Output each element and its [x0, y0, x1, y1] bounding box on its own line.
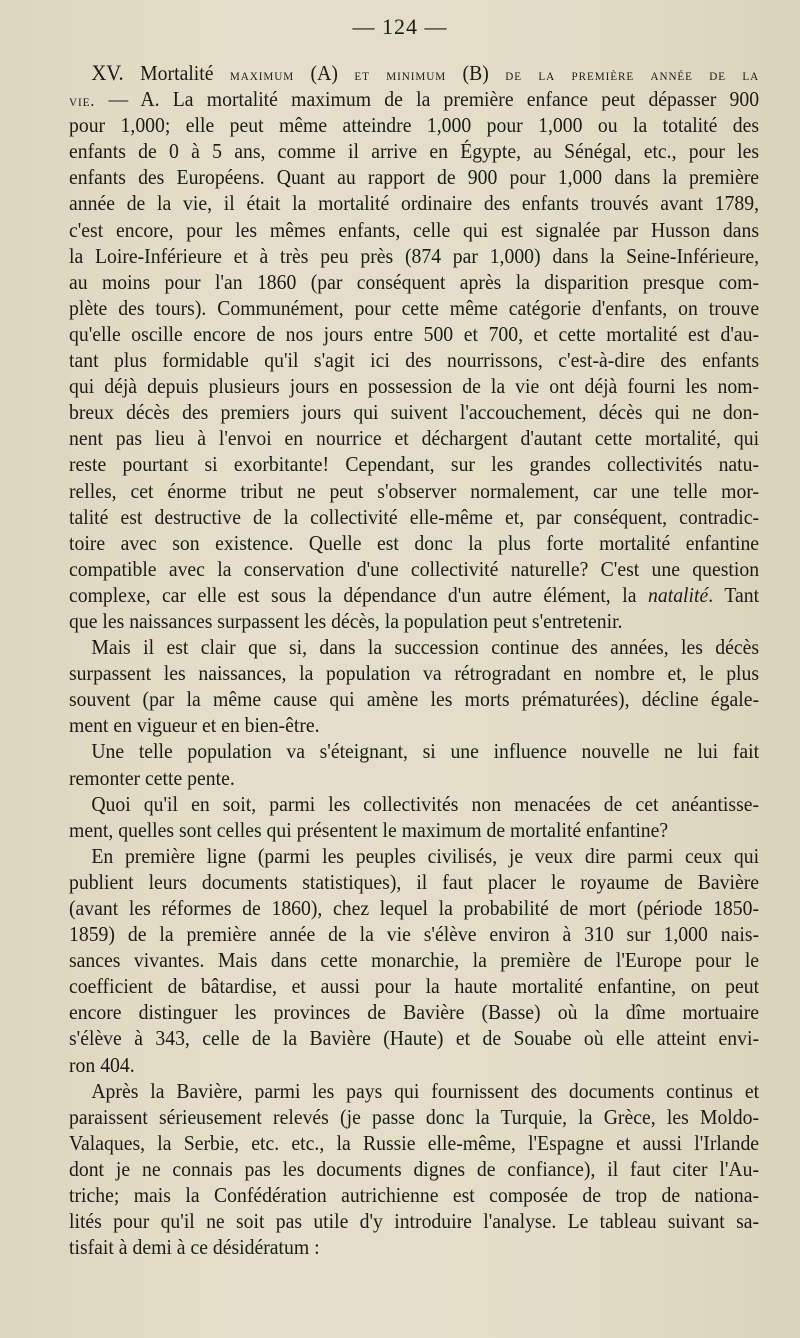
paragraph-line: lités pour qu'il ne soit pas utile d'y introduire l'analyse. Le tableau suivant sa-: [69, 1209, 760, 1234]
paragraph-line: au moins pour l'an 1860 (par conséquent après la disparition presque com-: [69, 269, 760, 294]
paragraph-line: plète des tours). Communément, pour cette même catégorie d'enfants, on trouve: [69, 295, 760, 320]
italic-term-natalite: natalité: [648, 582, 709, 607]
paragraph-line: sances vivantes. Mais dans cette monarchie, la première de l'Europe pour le: [69, 948, 760, 973]
paragraph-line: surpassent les naissances, la population va rétrogradant en nombre et, le plus: [69, 661, 760, 686]
paragraph-line: s'élève à 343, celle de la Bavière (Haute) et de Souabe où elle atteint envi-: [69, 1026, 760, 1051]
paragraph-line: 1859) de la première année de la vie s'élève environ à 310 sur 1,000 nais-: [69, 922, 760, 947]
paragraph-line: remonter cette pente.: [69, 765, 235, 790]
paragraph-line: triche; mais la Confédération autrichienne est composée de trop de nationa-: [69, 1183, 760, 1208]
paragraph-line: publient leurs documents statistiques), il faut placer le royaume de Bavière: [69, 869, 760, 894]
body-text: [69, 60, 759, 1260]
paragraph-line: talité est destructive de la collectivité elle-même et, par conséquent, contradic-: [69, 504, 760, 529]
paragraph-line: Après la Bavière, parmi les pays qui fournissent des documents continus et: [91, 1078, 760, 1103]
paragraph-line: année de la vie, il était la mortalité ordinaire des enfants trouvés avant 1789,: [69, 191, 760, 216]
paragraph-line: que les naissances surpassent les décès, la population peut s'entretenir.: [69, 608, 623, 633]
paragraph-line: ment en vigueur et en bien-être.: [69, 713, 320, 738]
paragraph-line: dont je ne connais pas les documents dignes de confiance), il faut citer l'Au-: [69, 1156, 760, 1181]
paragraph-line: souvent (par la même cause qui amène les morts prématurées), décline égale-: [69, 687, 760, 712]
paragraph-line: enfants des Européens. Quant au rapport de 900 pour 1,000 dans la première: [69, 165, 760, 190]
paragraph-line: toire avec son existence. Quelle est donc la plus forte mortalité enfantine: [69, 530, 760, 555]
paragraph-line: Valaques, la Serbie, etc. etc., la Russie elle-même, l'Espagne et aussi l'Irlande: [69, 1130, 760, 1155]
paragraph-line: Mais il est clair que si, dans la succession continue des années, les décès: [91, 635, 760, 660]
paragraph-line: Une telle population va s'éteignant, si une influence nouvelle ne lui fait: [91, 739, 760, 764]
paragraph-line: Quoi qu'il en soit, parmi les collectivités non menacées de cet anéantisse-: [91, 791, 760, 816]
paragraph-line: c'est encore, pour les mêmes enfants, celle qui est signalée par Husson dans: [69, 217, 760, 242]
paragraph-line: complexe, car elle est sous la dépendance d'un autre élément, la natalité. Tant: [69, 582, 760, 607]
paragraph-line: reste pourtant si exorbitante! Cependant, sur les grandes collectivités natu-: [69, 452, 760, 477]
paragraph-line: ment, quelles sont celles qui présentent le maximum de mortalité enfantine?: [69, 817, 669, 842]
paragraph-line: nent pas lieu à l'envoi en nourrice et déchargent d'autant cette mortalité, qui: [69, 426, 760, 451]
paragraph-line: (avant les réformes de 1860), chez lequel la probabilité de mort (période 1850-: [69, 896, 760, 920]
paragraph-line: qu'elle oscille encore de nos jours entre 500 et 700, et cette mortalité est d'au-: [69, 321, 760, 346]
section-heading: XV. Mortalité maximum (A) et minimum (B) de la première année de la: [91, 60, 760, 85]
paragraph-line: relles, cet énorme tribut ne peut s'observer normalement, car une telle mor-: [69, 478, 760, 503]
page-number: — 124 —: [352, 14, 448, 39]
paragraph-line: ron 404.: [69, 1052, 135, 1077]
paragraph-line: vie. — A. La mortalité maximum de la première enfance peut dépasser 900: [69, 87, 760, 112]
paragraph-line: paraissent sérieusement relevés (je passe donc la Turquie, la Grèce, les Moldo-: [69, 1104, 760, 1129]
paragraph-line: tant plus formidable qu'il s'agit ici des nourrissons, c'est-à-dire des enfants: [69, 348, 760, 373]
paragraph-line: pour 1,000; elle peut même atteindre 1,000 pour 1,000 ou la totalité des: [69, 113, 760, 138]
paragraph-line: enfants de 0 à 5 ans, comme il arrive en Égypte, au Sénégal, etc., pour les: [69, 139, 760, 164]
paragraph-line: En première ligne (parmi les peuples civilisés, je veux dire parmi ceux qui: [91, 843, 760, 868]
paragraph-line: compatible avec la conservation d'une collectivité naturelle? C'est une question: [69, 556, 760, 581]
paragraph-line: qui déjà depuis plusieurs jours en possession de la vie ont déjà fourni les nom-: [69, 374, 760, 399]
paragraph-line: tisfait à demi à ce désidératum :: [69, 1235, 320, 1260]
paragraph-line: coefficient de bâtardise, et aussi pour la haute mortalité enfantine, on peut: [69, 974, 760, 999]
paragraph-line: la Loire-Inférieure et à très peu près (874 par 1,000) dans la Seine-Inférieure,: [69, 243, 760, 268]
paragraph-line: encore distinguer les provinces de Bavière (Basse) où la dîme mortuaire: [69, 1000, 760, 1025]
paragraph-line: breux décès des premiers jours qui suivent l'accouchement, décès qui ne don-: [69, 400, 760, 425]
